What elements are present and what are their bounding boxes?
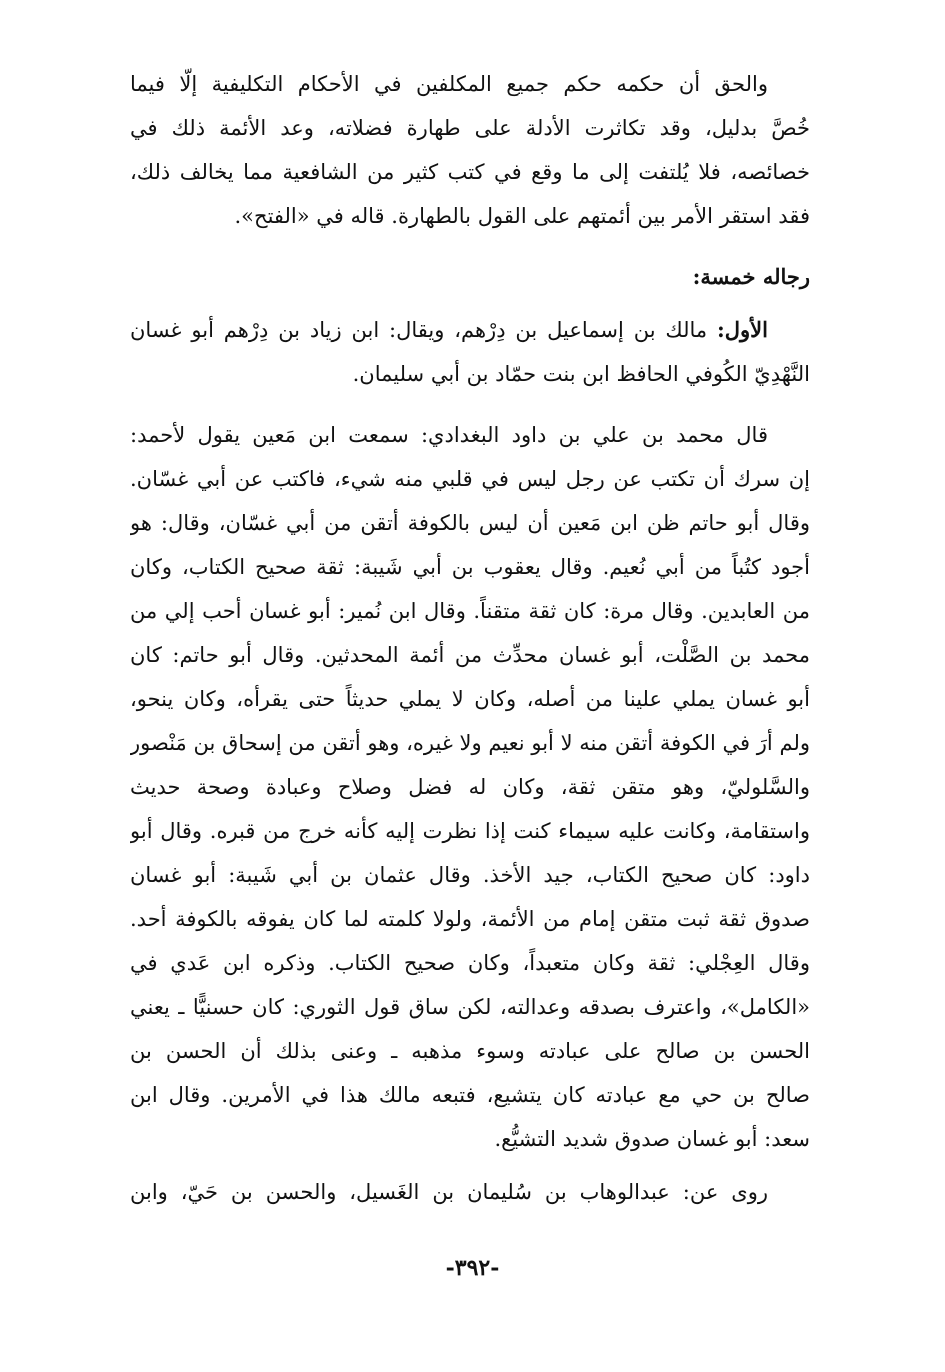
- text-line: والحق أن حكمه حكم جميع المكلفين في الأحكام التكليفية إلّا فيما: [130, 72, 768, 96]
- text-line: والسَّلوليّ، وهو متقن ثقة، وكان له فضل وصلاح وعبادة وصحة حديث: [130, 775, 810, 799]
- label-first: الأول:: [717, 317, 768, 342]
- paragraph-narrated-from: [130, 1170, 810, 1214]
- text-line: روى عن: عبدالوهاب بن سُليمان بن الغَسيل، والحسن بن حَيّ، وابن: [130, 1180, 768, 1204]
- text-line: سعد: أبو غسان صدوق شديد التشيُّع.: [494, 1127, 810, 1151]
- text-line: النَّهْدِيّ الكُوفي الحافظ ابن بنت حمّاد بن أبي سليمان.: [352, 362, 810, 386]
- text-line: أبو غسان يملي علينا من أصله، وكان لا يملي حديثاً حتى يقرأه، وكان ينحو،: [130, 687, 810, 711]
- text-span: مالك بن إسماعيل بن دِرْهم، ويقال: ابن زياد بن دِرْهم أبو غسان: [130, 318, 708, 342]
- text-line: داود: كان صحيح الكتاب، جيد الأخذ. وقال عثمان بن أبي شَيبة: أبو غسان: [130, 863, 810, 887]
- page-number: -٣٩٢-: [445, 1255, 500, 1281]
- paragraph-first-narrator: [130, 308, 810, 396]
- text-line: أجود كتُباً من أبي نُعيم. وقال يعقوب بن أبي شَيبة: ثقة صحيح الكتاب، وكان: [130, 555, 810, 579]
- text-line: الحسن بن صالح على عبادته وسوء مذهبه ـ وعنى بذلك أن الحسن بن: [130, 1039, 810, 1063]
- text-line: وقال أبو حاتم ظن ابن مَعين أن ليس بالكوفة أتقن من أبي غسّان، وقال: هو: [130, 511, 810, 535]
- text-line: إن سرك أن تكتب عن رجل ليس في قلبي منه شيء، فاكتب عن أبي غسّان.: [130, 467, 810, 491]
- text-line: صالح بن حي مع عبادته كان يتشيع، فتبعه مالك هذا في الأمرين. وقال ابن: [130, 1083, 810, 1107]
- section-heading: [130, 255, 810, 299]
- text-line: واستقامة، وكانت عليه سيماء كنت إذا نظرت إليه كأنه خرج من قبره. وقال أبو: [130, 819, 810, 843]
- text-line: خُصَّ بدليل، وقد تكاثرت الأدلة على طهارة فضلاته، وعد الأئمة ذلك في: [130, 116, 810, 140]
- text-line: فقد استقر الأمر بين أئمتهم على القول بالطهارة. قاله في «الفتح».: [234, 204, 810, 228]
- paragraph-intro: [130, 62, 810, 238]
- text-line: من العابدين. وقال مرة: كان ثقة متقناً. وقال ابن نُمير: أبو غسان أحب إلي من: [130, 599, 810, 623]
- text-line: «الكامل»، واعترف بصدقه وعدالته، لكن ساق قول الثوري: كان حسنيًّا ـ يعني: [130, 995, 810, 1019]
- text-line: محمد بن الصَّلْت، أبو غسان محدِّث من أئمة المحدثين. وقال أبو حاتم: كان: [130, 643, 810, 667]
- text-line: قال محمد بن علي بن داود البغدادي: سمعت ابن مَعين يقول لأحمد:: [130, 423, 768, 447]
- text-line: خصائصه، فلا يُلتفت إلى ما وقع في كتب كثير من الشافعية مما يخالف ذلك،: [130, 160, 810, 184]
- heading-text: رجاله خمسة:: [692, 264, 810, 289]
- text-line: [130, 308, 810, 352]
- text-line: صدوق ثقة ثبت متقن إمام من الأئمة، ولولا كلمته لما كان يفوقه بالكوفة أحد.: [130, 907, 810, 931]
- text-line: وقال العِجْلي: ثقة وكان متعبداً، وكان صحيح الكتاب. وذكره ابن عَدي في: [130, 951, 810, 975]
- paragraph-narrator-praise: [130, 413, 810, 1161]
- text-line: ولم أرَ في الكوفة أتقن منه لا أبو نعيم ولا غيره، وهو أتقن من إسحاق بن مَنْصور: [130, 731, 810, 755]
